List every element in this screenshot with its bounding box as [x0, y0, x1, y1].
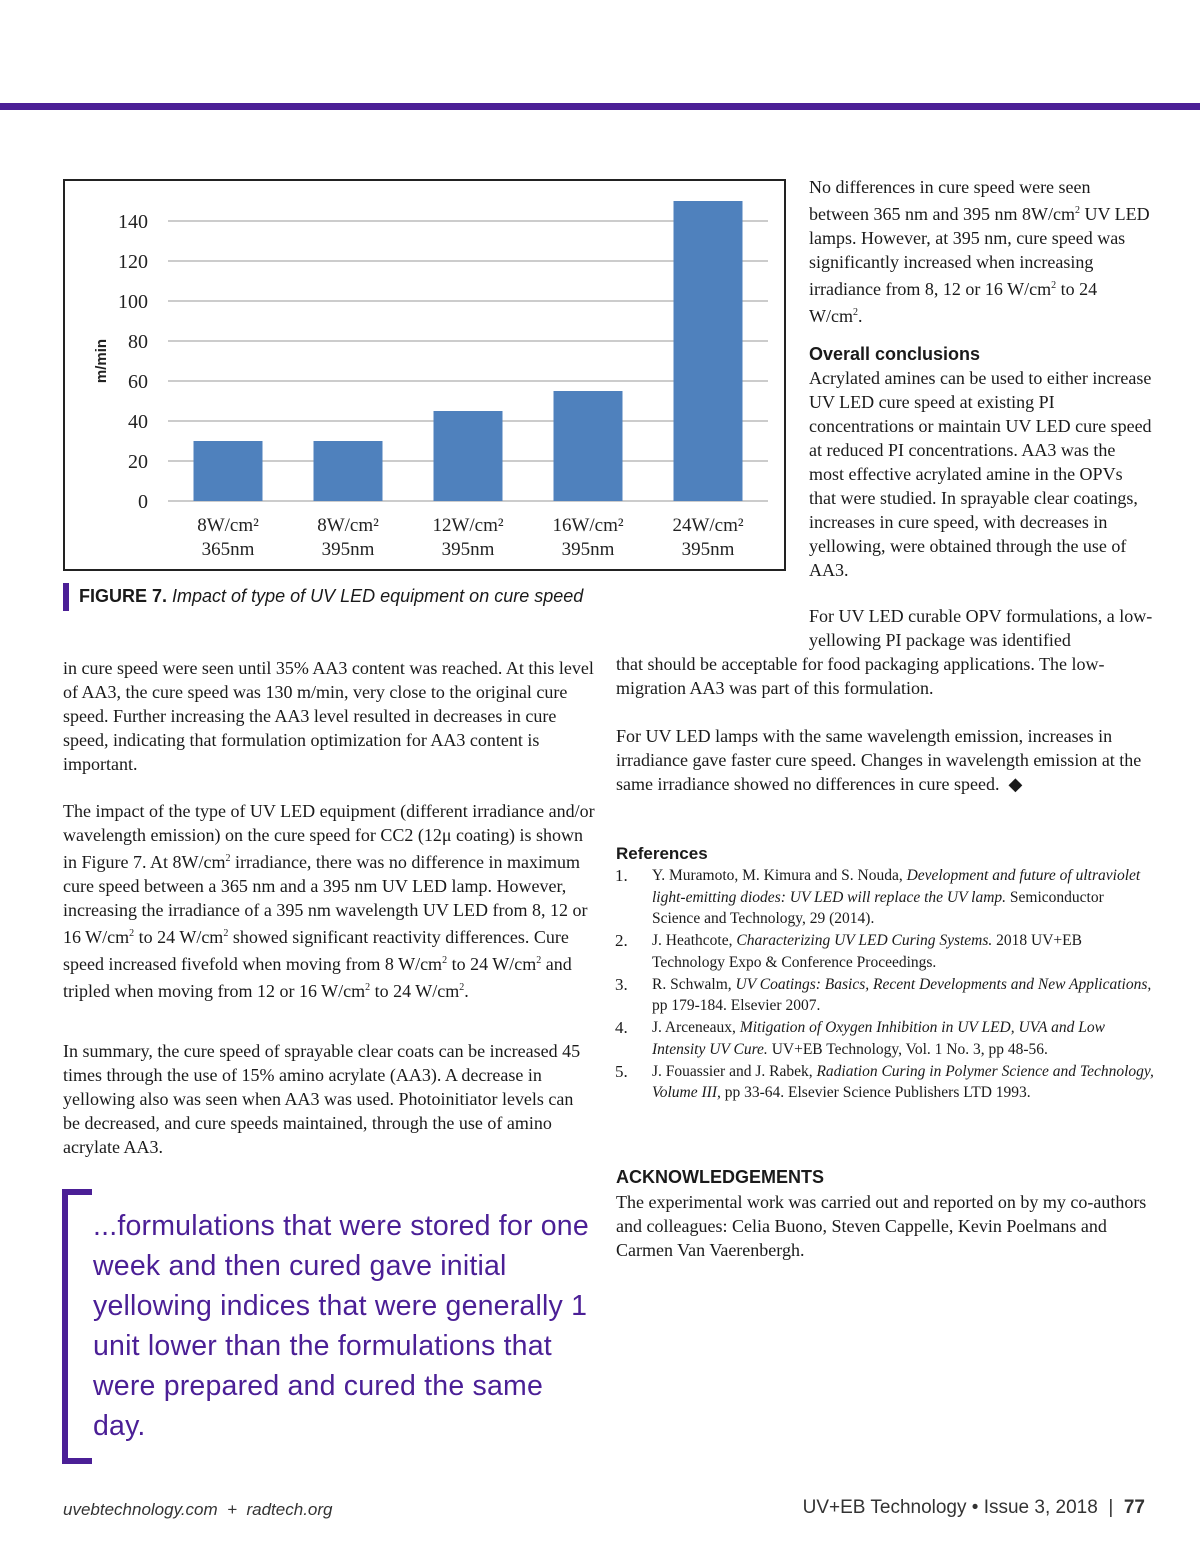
right-paragraph-4: For UV LED lamps with the same wavelength emission, increases in irradiance gave faster cure speed. Changes in wavelength emission at the same irradiance showed no differences in cure speed. ◆: [616, 726, 1142, 794]
bar: [674, 201, 743, 501]
reference-item: [615, 865, 1155, 930]
reference-number: 5.: [615, 1061, 628, 1081]
pull-quote-bracket: [62, 1189, 92, 1464]
reference-number: 1.: [615, 866, 628, 885]
footer-publication: UV+EB Technology • Issue 3, 2018 | 77: [802, 1497, 1145, 1518]
y-tick-label: 140: [118, 211, 148, 233]
y-tick-label: 40: [128, 411, 148, 433]
overall-conclusions-heading: Overall conclusions: [809, 344, 981, 364]
x-tick-label: 395nm: [441, 539, 495, 560]
reference-title: Development and future of ultraviolet light-emitting diodes: UV LED will replace the UV lamp.: [652, 867, 1141, 906]
end-mark-icon: ◆: [1008, 774, 1023, 794]
x-tick-label: 16W/cm²: [552, 515, 624, 536]
reference-item: [615, 930, 1155, 973]
reference-item: [615, 974, 1155, 1017]
x-tick-label: 8W/cm²: [317, 515, 379, 536]
reference-title: UV Coatings: Basics, Recent Developments and New Applications,: [735, 975, 1152, 993]
reference-number: 3.: [615, 974, 628, 994]
figure-7-chart: [63, 179, 786, 571]
bar: [554, 391, 623, 501]
x-tick-label: 395nm: [561, 539, 615, 560]
y-tick-label: 0: [138, 491, 148, 513]
reference-item: [615, 1017, 1155, 1060]
references-heading: References: [616, 844, 708, 863]
y-axis-title: m/min: [93, 338, 110, 384]
reference-authors: J. Arceneaux,: [652, 1019, 740, 1036]
reference-authors: R. Schwalm,: [652, 975, 736, 993]
reference-number: 2.: [615, 931, 628, 950]
chart-svg: [65, 181, 784, 569]
reference-details: UV+EB Technology, Vol. 1 No. 3, pp 48-56.: [767, 1040, 1048, 1058]
reference-authors: J. Heathcote,: [652, 932, 737, 949]
left-paragraph-1: in cure speed were seen until 35% AA3 content was reached. At this level of AA3, the cure speed was 130 m/min, very close to the original cure speed. Further increasing the AA3 level resulted in decreases in cure speed, indicating that formulation optimization for AA3 content is important.: [63, 658, 594, 774]
bar: [194, 441, 263, 501]
x-tick-label: 395nm: [681, 539, 735, 560]
acknowledgements-text: The experimental work was carried out and reported on by my co-authors and colleagues: Celia Buono, Steven Cappelle, Kevin Poelmans and Carmen Van Vaerenbergh.: [616, 1192, 1147, 1260]
y-tick-label: 80: [128, 331, 148, 353]
right-paragraph-3-end: that should be acceptable for food packaging applications. The low-migration AA3 was part of this formulation.: [616, 654, 1105, 698]
y-tick-label: 20: [128, 451, 148, 473]
reference-number: 4.: [615, 1018, 628, 1037]
x-tick-label: 24W/cm²: [672, 515, 744, 536]
reference-item: [615, 1061, 1155, 1104]
x-tick-label: 395nm: [321, 539, 375, 560]
page-number: 77: [1123, 1497, 1145, 1518]
figure-label: FIGURE 7.: [79, 586, 168, 606]
reference-title: Characterizing UV LED Curing Systems.: [736, 932, 993, 949]
acknowledgements-heading: ACKNOWLEDGEMENTS: [616, 1167, 824, 1187]
y-tick-label: 60: [128, 371, 148, 393]
figure-caption: [63, 583, 583, 611]
reference-details: 2018 UV+EB Technology Expo & Conference Proceedings.: [652, 932, 1082, 971]
top-accent-rule: [0, 103, 1200, 110]
bar: [434, 411, 503, 501]
y-tick-label: 120: [118, 251, 148, 273]
x-tick-label: 12W/cm²: [432, 515, 504, 536]
right-paragraph-2: Acrylated amines can be used to either increase UV LED cure speed at existing PI concentrations or maintain UV LED cure speed at reduced PI concentrations. AA3 was the most effective acrylated amine in the OPVs that were studied. In sprayable clear coatings, increases in cure speed, with decreases in yellowing, were obtained through the use of AA3.: [809, 368, 1152, 580]
reference-authors: J. Fouassier and J. Rabek,: [652, 1062, 817, 1080]
reference-authors: Y. Muramoto, M. Kimura and S. Nouda,: [652, 867, 907, 884]
left-paragraph-3: In summary, the cure speed of sprayable clear coats can be increased 45 times through the use of 15% amino acrylate (AA3). A decrease in yellowing also was seen when AA3 was used. Photoinitiator levels can be decreased, and cure speeds maintained, through the use of amino acrylate AA3.: [63, 1041, 581, 1157]
reference-title: Mitigation of Oxygen Inhibition in UV LED, UVA and Low Intensity UV Cure.: [652, 1019, 1105, 1058]
references-list: [615, 865, 1155, 1104]
x-tick-label: 365nm: [201, 539, 255, 560]
left-paragraph-2: The impact of the type of UV LED equipment (different irradiance and/or wavelength emission) on the cure speed for CC2 (12μ coating) is shown in Figure 7. At $8W/cm^2$ irradiance, there was no difference in maximum cure speed between a 365 nm and a 395 nm UV LED lamp. However, increasing the irradiance of a 395 nm wavelength UV LED from 8, 12 or 16 $W/cm^2$ to 24 $W/cm^2$ showed significant reactivity differences. Cure speed increased fivefold when moving from 8 $W/cm^2$ to 24 $W/cm^2$ and tripled when moving from 12 or 16 $W/cm^2$ to 24 $W/cm^2$.: [63, 801, 595, 1001]
reference-details: pp 179-184. Elsevier 2007.: [652, 997, 821, 1014]
pull-quote: ...formulations that were stored for one week and then cured gave initial yellowing indices that were generally 1 unit lower than the formulations that were prepared and cured the same day.: [93, 1210, 589, 1442]
y-tick-label: 100: [118, 291, 148, 313]
right-paragraph-1: No differences in cure speed were seen between 365 nm and 395 nm $8W/cm^2$ UV LED lamps. However, at 395 nm, cure speed was significantly increased when increasing irradiance from 8, 12 or 16 $W/cm^2$ to 24 $W/cm^2$.: [809, 177, 1150, 326]
footer-websites: uvebtechnology.com + radtech.org: [63, 1500, 333, 1519]
reference-details: Semiconductor Science and Technology, 29 (2014).: [652, 888, 1104, 927]
bar: [314, 441, 383, 501]
x-tick-label: 8W/cm²: [197, 515, 259, 536]
figure-caption-text: Impact of type of UV LED equipment on cure speed: [172, 586, 584, 606]
reference-title: Radiation Curing in Polymer Science and Technology, Volume III,: [652, 1062, 1154, 1101]
reference-details: pp 33-64. Elsevier Science Publishers LTD 1993.: [720, 1084, 1031, 1101]
right-paragraph-3-start: For UV LED curable OPV formulations, a low-yellowing PI package was identified: [809, 606, 1153, 650]
